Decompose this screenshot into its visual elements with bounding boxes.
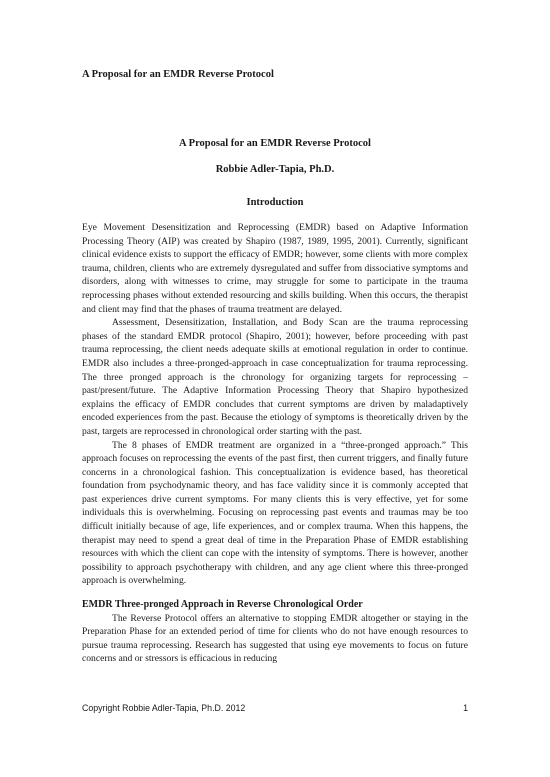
running-header: A Proposal for an EMDR Reverse Protocol	[82, 69, 274, 80]
section-heading-introduction: Introduction	[246, 197, 304, 208]
paragraph-4: The Reverse Protocol offers an alternative to stopping EMDR altogether or staying in the Preparation Phase for an extended period of time for clients who do not have enough resources to pursue trauma reprocessing. Research has suggested that using eye movements to focus on future concerns and or stressors is efficacious in reducing	[82, 612, 468, 665]
paper-title: A Proposal for an EMDR Reverse Protocol	[179, 138, 371, 149]
paragraph-3: The 8 phases of EMDR treatment are organized in a “three-pronged approach.” This approach focuses on reprocessing the events of the past first, then current triggers, and finally future concerns in a chronological fashion. This conceptualization is evidence based, has theoretical foundation from psychodynamic theory, and has face validity since it is commonly accepted that past experiences drive current symptoms. For many clients this is very effective, yet for some individuals this is overwhelming. Focusing on reprocessing past events and traumas may be too difficult initially because of age, life experiences, and or complex trauma. When this happens, the therapist may need to spend a great deal of time in the Preparation Phase of EMDR establishing resources with which the client can cope with the intensity of symptoms. There is however, another possibility to approach psychotherapy with children, and any age client where this three-pronged approach is overwhelming.	[82, 439, 468, 587]
paragraph-1: Eye Movement Desensitization and Reprocessing (EMDR) based on Adaptive Information Processing Theory (AIP) was created by Shapiro (1987, 1989, 1995, 2001). Currently, significant clinical evidence exists to support the efficacy of EMDR; however, some clients with more complex trauma, children, clients who are extremely dysregulated and suffer from dissociative symptoms and disorders, along with witnesses to crime, may struggle for some to participate in the trauma reprocessing phases without extended resourcing and skills building. When this occurs, the therapist and client may find that the phases of trauma treatment are delayed.	[82, 222, 468, 315]
body-text	[82, 221, 468, 666]
section-heading-reverse-order: EMDR Three-pronged Approach in Reverse Chronological Order	[82, 599, 363, 611]
paragraph-2: Assessment, Desensitization, Installation, and Body Scan are the trauma reprocessing phases of the standard EMDR protocol (Shapiro, 2001); however, before proceeding with past trauma reprocessing, the client needs adequate skills at emotional regulation in order to continue. EMDR also includes a three-pronged-approach in case conceptualization for trauma reprocessing. The three pronged approach is the chronology for organizing targets for reprocessing – past/present/future. The Adaptive Information Processing Theory that Shapiro hypothesized explains the efficacy of EMDR concludes that current symptoms are driven by maladaptively encoded experiences from the past. Because the etiology of symptoms is theoretically driven by the past, targets are reprocessed in chronological order starting with the past.	[82, 317, 468, 437]
page-number: 1	[463, 703, 468, 713]
author-name: Robbie Adler-Tapia, Ph.D.	[215, 164, 335, 175]
page-footer	[82, 703, 468, 713]
footer-copyright: Copyright Robbie Adler-Tapia, Ph.D. 2012	[82, 703, 246, 713]
